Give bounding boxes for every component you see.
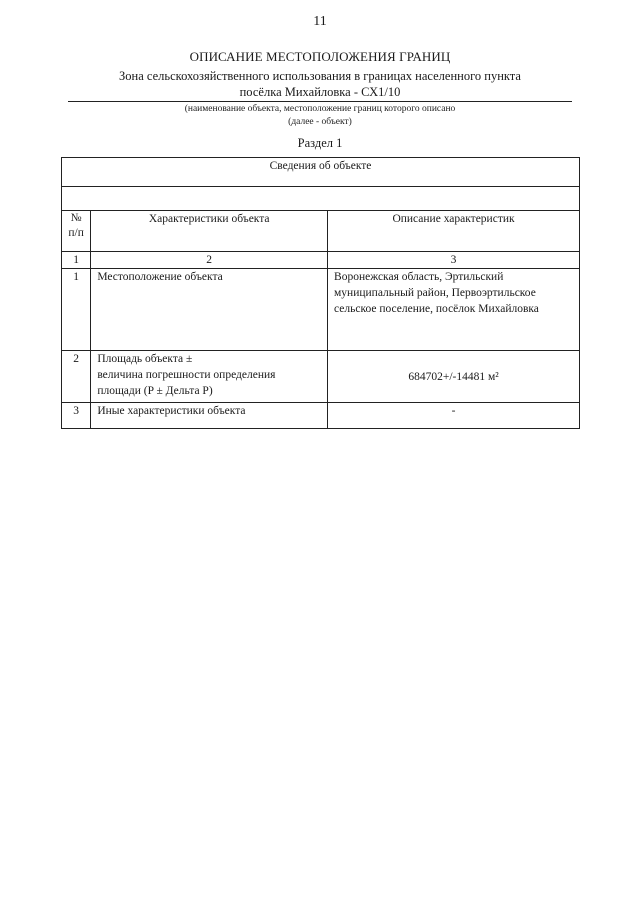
table-title-row [62, 158, 580, 187]
row-num: 2 [62, 351, 91, 403]
column-index-1: 1 [62, 252, 91, 269]
row-description: 684702+/-14481 м² [328, 351, 580, 403]
column-index-2: 2 [91, 252, 328, 269]
row-description: - [328, 403, 580, 429]
section-label: Раздел 1 [297, 136, 343, 150]
column-index-3: 3 [328, 252, 580, 269]
table-header-row [62, 211, 580, 252]
object-info-table [61, 157, 580, 429]
row-num: 3 [62, 403, 91, 429]
object-name-line-2: посёлка Михайловка - СХ1/10 [239, 85, 401, 99]
row-num: 1 [62, 269, 91, 351]
row-characteristic: Площадь объекта ± величина погрешности определения площади (P ± Дельта P) [91, 351, 328, 403]
object-name-underline [68, 101, 572, 102]
object-name-line-1: Зона сельскохозяйственного использования в границах населенного пункта [119, 69, 521, 83]
object-name-caption-line-2: (далее - объект) [288, 117, 352, 127]
header-description: Описание характеристик [328, 211, 580, 252]
row-characteristic: Местоположение объекта [91, 269, 328, 351]
object-name-caption-line-1: (наименование объекта, местоположение границ которого описано [184, 104, 456, 114]
header-num: № п/п [62, 211, 91, 252]
table-empty-row [62, 187, 580, 211]
page-number: 11 [313, 14, 327, 29]
document-title: ОПИСАНИЕ МЕСТОПОЛОЖЕНИЯ ГРАНИЦ [189, 49, 451, 64]
table-empty-cell [62, 187, 580, 211]
table-row [62, 403, 580, 429]
header-characteristic: Характеристики объекта [91, 211, 328, 252]
table-row [62, 269, 580, 351]
column-index-row [62, 252, 580, 269]
row-characteristic: Иные характеристики объекта [91, 403, 328, 429]
table-title: Сведения об объекте [62, 158, 580, 187]
row-description: Воронежская область, Эртильский муниципальный район, Первоэртильское сельское поселение, посёлок Михайловка [328, 269, 580, 351]
table-row [62, 351, 580, 403]
